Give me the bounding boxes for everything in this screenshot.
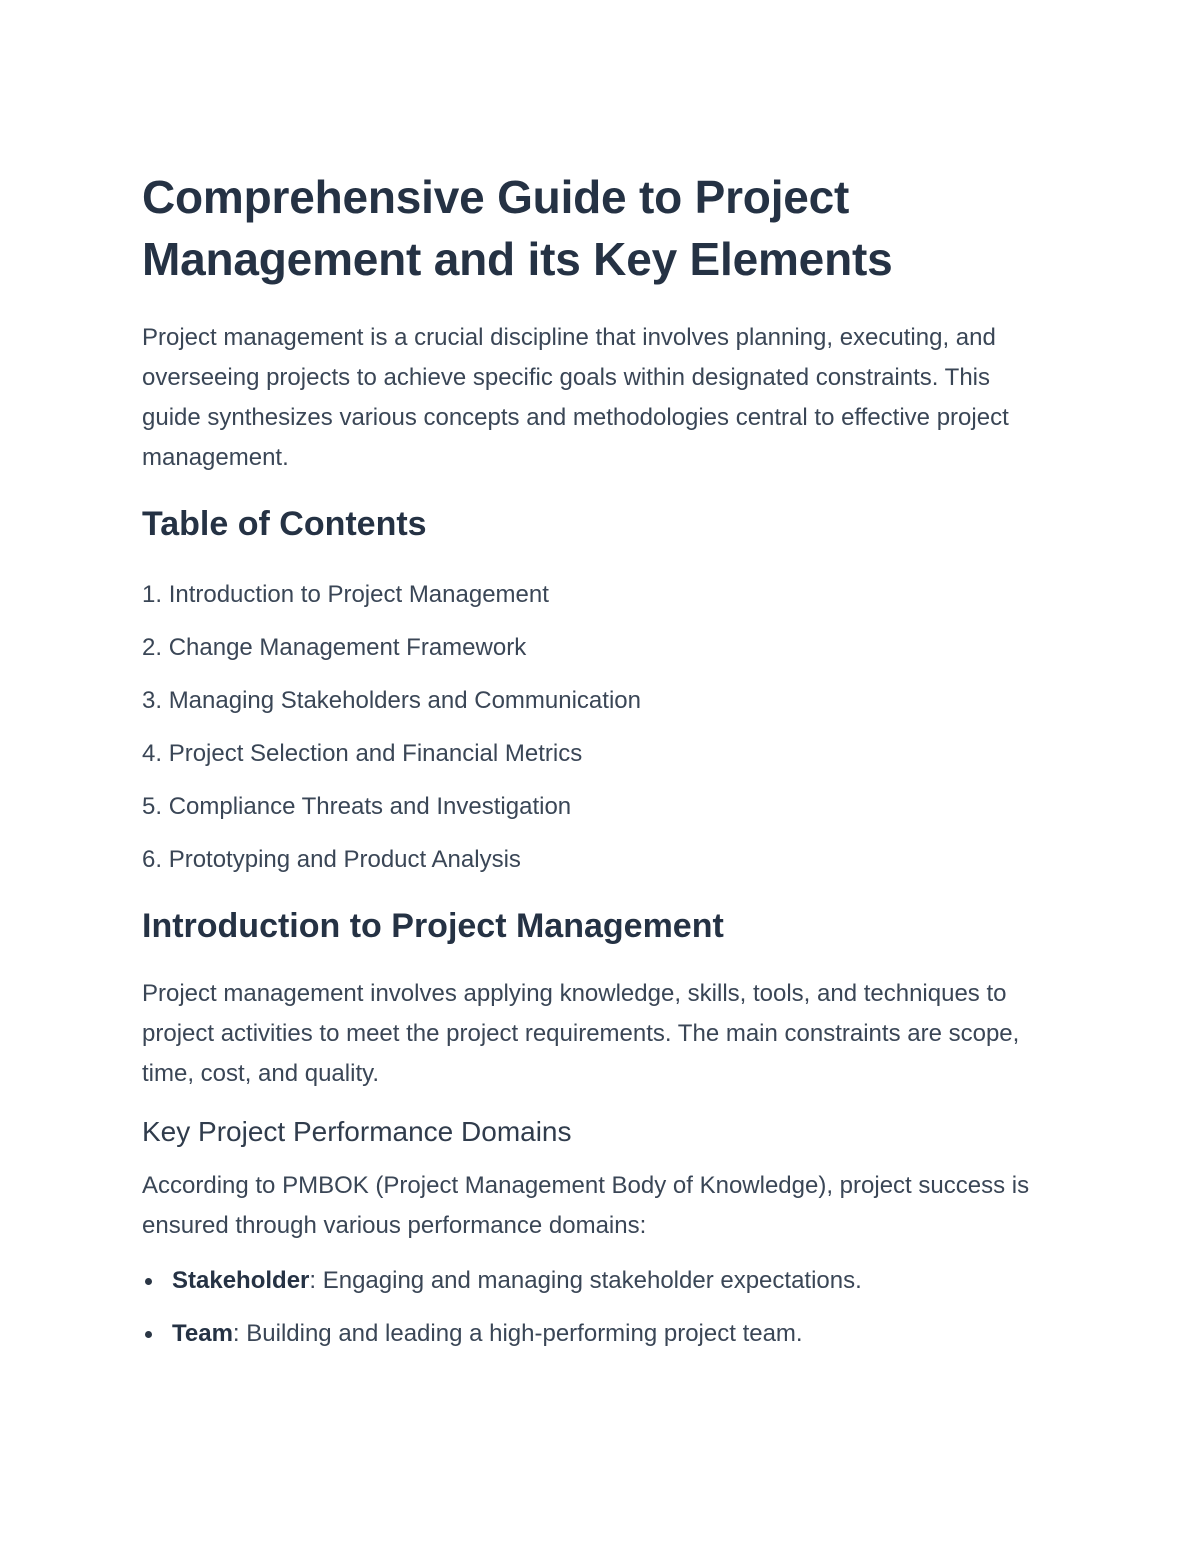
list-item-term: Stakeholder xyxy=(172,1267,310,1294)
subheading-performance-domains: Key Project Performance Domains xyxy=(142,1116,572,1147)
toc-item[interactable] xyxy=(142,621,1042,674)
performance-domains-intro: According to PMBOK (Project Management Body of Knowledge), project success is ensured through various performance domains: xyxy=(142,1172,1030,1239)
toc-item-number: 2. xyxy=(142,634,163,661)
intro-paragraph: Project management is a crucial discipline that involves planning, executing, and overseeing projects to achieve specific goals within designated constraints. This guide synthesizes various concepts and methodologies central to effective project management. xyxy=(142,324,1009,471)
section-introduction-paragraph: Project management involves applying knowledge, skills, tools, and techniques to project activities to meet the project requirements. The main constraints are scope, time, cost, and quality. xyxy=(142,980,1020,1087)
toc-item[interactable] xyxy=(142,780,1042,833)
toc-item-label: Introduction to Project Management xyxy=(168,581,549,608)
document-title: Comprehensive Guide to Project Management and its Key Elements xyxy=(142,171,893,285)
toc-item-number: 6. xyxy=(142,846,163,873)
toc-item-label: Prototyping and Product Analysis xyxy=(168,846,521,873)
list-item xyxy=(142,1254,1042,1307)
toc-item-number: 4. xyxy=(142,740,163,767)
table-of-contents xyxy=(142,568,1042,886)
toc-item[interactable] xyxy=(142,674,1042,727)
toc-item[interactable] xyxy=(142,727,1042,780)
list-item-term: Team xyxy=(172,1320,233,1347)
toc-item-label: Managing Stakeholders and Communication xyxy=(168,687,641,714)
toc-item[interactable] xyxy=(142,833,1042,886)
toc-item-label: Project Selection and Financial Metrics xyxy=(168,740,583,767)
performance-domains-list xyxy=(142,1254,1042,1360)
toc-item-label: Compliance Threats and Investigation xyxy=(168,793,572,820)
toc-item[interactable] xyxy=(142,568,1042,621)
toc-item-number: 1. xyxy=(142,581,163,608)
list-item-description: : Engaging and managing stakeholder expectations. xyxy=(309,1267,862,1294)
bullet-icon xyxy=(145,1278,152,1285)
list-item xyxy=(142,1307,1042,1360)
toc-item-number: 3. xyxy=(142,687,163,714)
section-heading-introduction: Introduction to Project Management xyxy=(142,907,724,945)
toc-item-label: Change Management Framework xyxy=(168,634,527,661)
document-page xyxy=(142,166,1042,1360)
toc-heading: Table of Contents xyxy=(142,505,427,543)
bullet-icon xyxy=(145,1331,152,1338)
list-item-description: : Building and leading a high-performing project team. xyxy=(232,1320,803,1347)
toc-item-number: 5. xyxy=(142,793,163,820)
